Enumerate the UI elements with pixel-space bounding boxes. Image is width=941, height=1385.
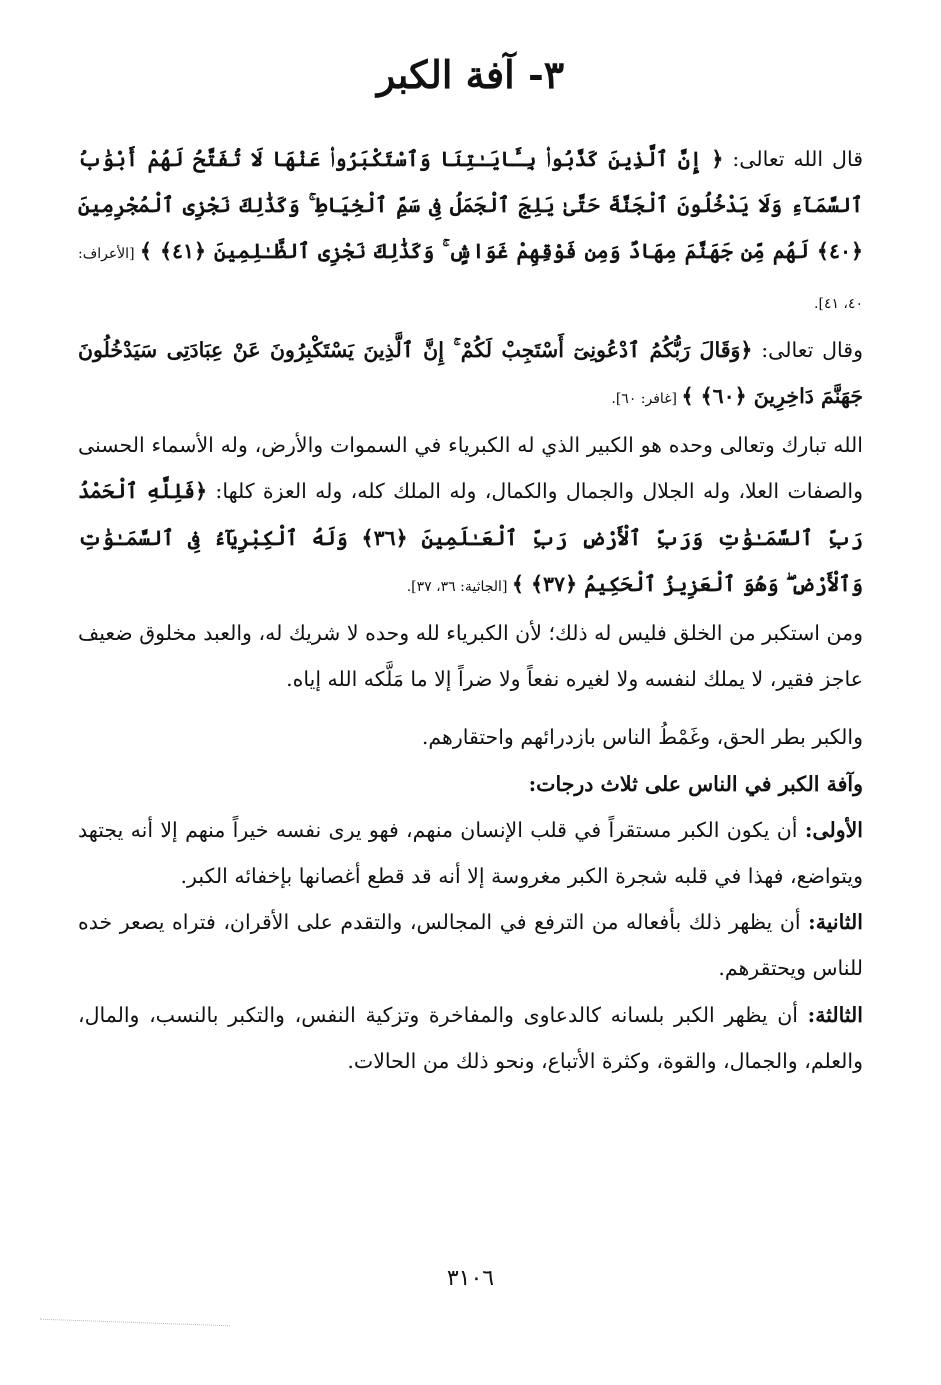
page-number: ٣١٠٦: [446, 1266, 495, 1291]
paragraph-divine-greatness: [78, 422, 863, 610]
body-text: ومن استكبر من الخلق فليس له ذلك؛ لأن الكبرياء لله وحده لا شريك له، والعبد مخلوق ضعيف عاجز فقير، لا يملك لنفسه ولا لغيره نفعاً ولا ضراً إلا ما مَلَّكه الله إياه.: [78, 621, 863, 692]
scan-artifact: [40, 1319, 230, 1333]
paragraph-quran-ghafir: [78, 327, 863, 422]
verse-reference: [الجاثية: ٣٦، ٣٧].: [406, 578, 512, 595]
quran-verse: ﴿وَقَالَ رَبُّكُمُ ٱدْعُونِىٓ أَسْتَجِبْ لَكُمْ ۚ إِنَّ ٱلَّذِينَ يَسْتَكْبِرُونَ عَنْ عِبَادَتِى سَيَدْخُلُونَ جَهَنَّمَ دَاخِرِينَ ﴿٦٠﴾ ﴾: [78, 337, 863, 409]
paragraph-arrogance-of-creation: [78, 610, 863, 702]
intro-text: قال الله تعالى:: [723, 147, 863, 171]
quran-verse: ﴿ إِنَّ ٱلَّذِينَ كَذَّبُوا۟ بِـَٔايَـٰتِنَا وَٱسْتَكْبَرُوا۟ عَنْهَا لَا تُفَتَّحُ لَهُمْ أَبْوَٰبُ ٱلسَّمَآءِ وَلَا يَدْخُلُونَ ٱلْجَنَّةَ حَتَّىٰ يَلِجَ ٱلْجَمَلُ فِى سَمِّ ٱلْخِيَاطِ ۚ وَكَذَٰلِكَ نَجْزِى ٱلْمُجْرِمِينَ ﴿٤٠﴾ لَهُم مِّن جَهَنَّمَ مِهَادٌ وَمِن فَوْقِهِمْ غَوَاشٍ ۚ وَكَذَٰلِكَ نَجْزِى ٱلظَّـٰلِمِينَ ﴿٤١﴾ ﴾: [78, 147, 863, 264]
document-body: [78, 136, 863, 1084]
body-text: والكبر بطر الحق، وغَمْطُ الناس بازدرائهم واحتقارهم.: [421, 725, 863, 750]
paragraph-second-degree: [78, 899, 863, 991]
heading-text: وآفة الكبر في الناس على ثلاث درجات:: [528, 771, 863, 796]
body-text: أن يظهر ذلك بأفعاله من الترفع في المجالس، والتقدم على الأقران، فتراه يصعر خده للناس ويحتقرهم.: [78, 910, 863, 981]
verse-reference: [غافر: ٦٠].: [611, 391, 682, 408]
quran-verse: ﴿فَلِلَّهِ ٱلْحَمْدُ رَبِّ ٱلسَّمَـٰوَٰتِ وَرَبِّ ٱلْأَرْضِ رَبِّ ٱلْعَـٰلَمِينَ ﴿٣٦﴾ وَلَهُ ٱلْكِبْرِيَآءُ فِى ٱلسَّمَـٰوَٰتِ وَٱلْأَرْضِ ۖ وَهُوَ ٱلْعَزِيزُ ٱلْحَكِيمُ ﴿٣٧﴾ ﴾: [78, 479, 863, 596]
verse-reference: [الأعراف: ٤٠، ٤١].: [78, 246, 863, 312]
degree-label: الثالثة:: [807, 1002, 863, 1027]
degree-label: الثانية:: [808, 910, 863, 935]
body-text: الله تبارك وتعالى وحده هو الكبير الذي له الكبرياء في السموات والأرض، وله الأسماء الحسنى والصفات العلا، وله الجلال والجمال والكمال، وله الملك كله، وله العزة كلها:: [78, 433, 864, 504]
section-heading-degrees: [78, 761, 863, 807]
paragraph-third-degree: [78, 992, 863, 1084]
body-text: أن يظهر الكبر بلسانه كالدعاوى والمفاخرة وتزكية النفس، والتكبر بالنسب، والمال، والعلم، والجمال، والقوة، وكثرة الأتباع، ونحو ذلك من الحالات.: [78, 1002, 863, 1073]
paragraph-first-degree: [78, 807, 863, 899]
paragraph-quran-araf: [78, 136, 863, 327]
intro-text: وقال تعالى:: [752, 337, 863, 362]
page-title: ٣- آفة الكبر: [376, 52, 565, 97]
paragraph-definition: [78, 714, 863, 760]
degree-label: الأولى:: [804, 817, 863, 842]
paragraph-spacer: [78, 702, 863, 714]
body-text: أن يكون الكبر مستقراً في قلب الإنسان منهم، فهو يرى نفسه خيراً منهم إلا أنه يجتهد ويتواضع، فهذا في قلبه شجرة الكبر مغروسة إلا أنه قد قطع أغصانها بإخفائه الكبر.: [78, 817, 863, 889]
